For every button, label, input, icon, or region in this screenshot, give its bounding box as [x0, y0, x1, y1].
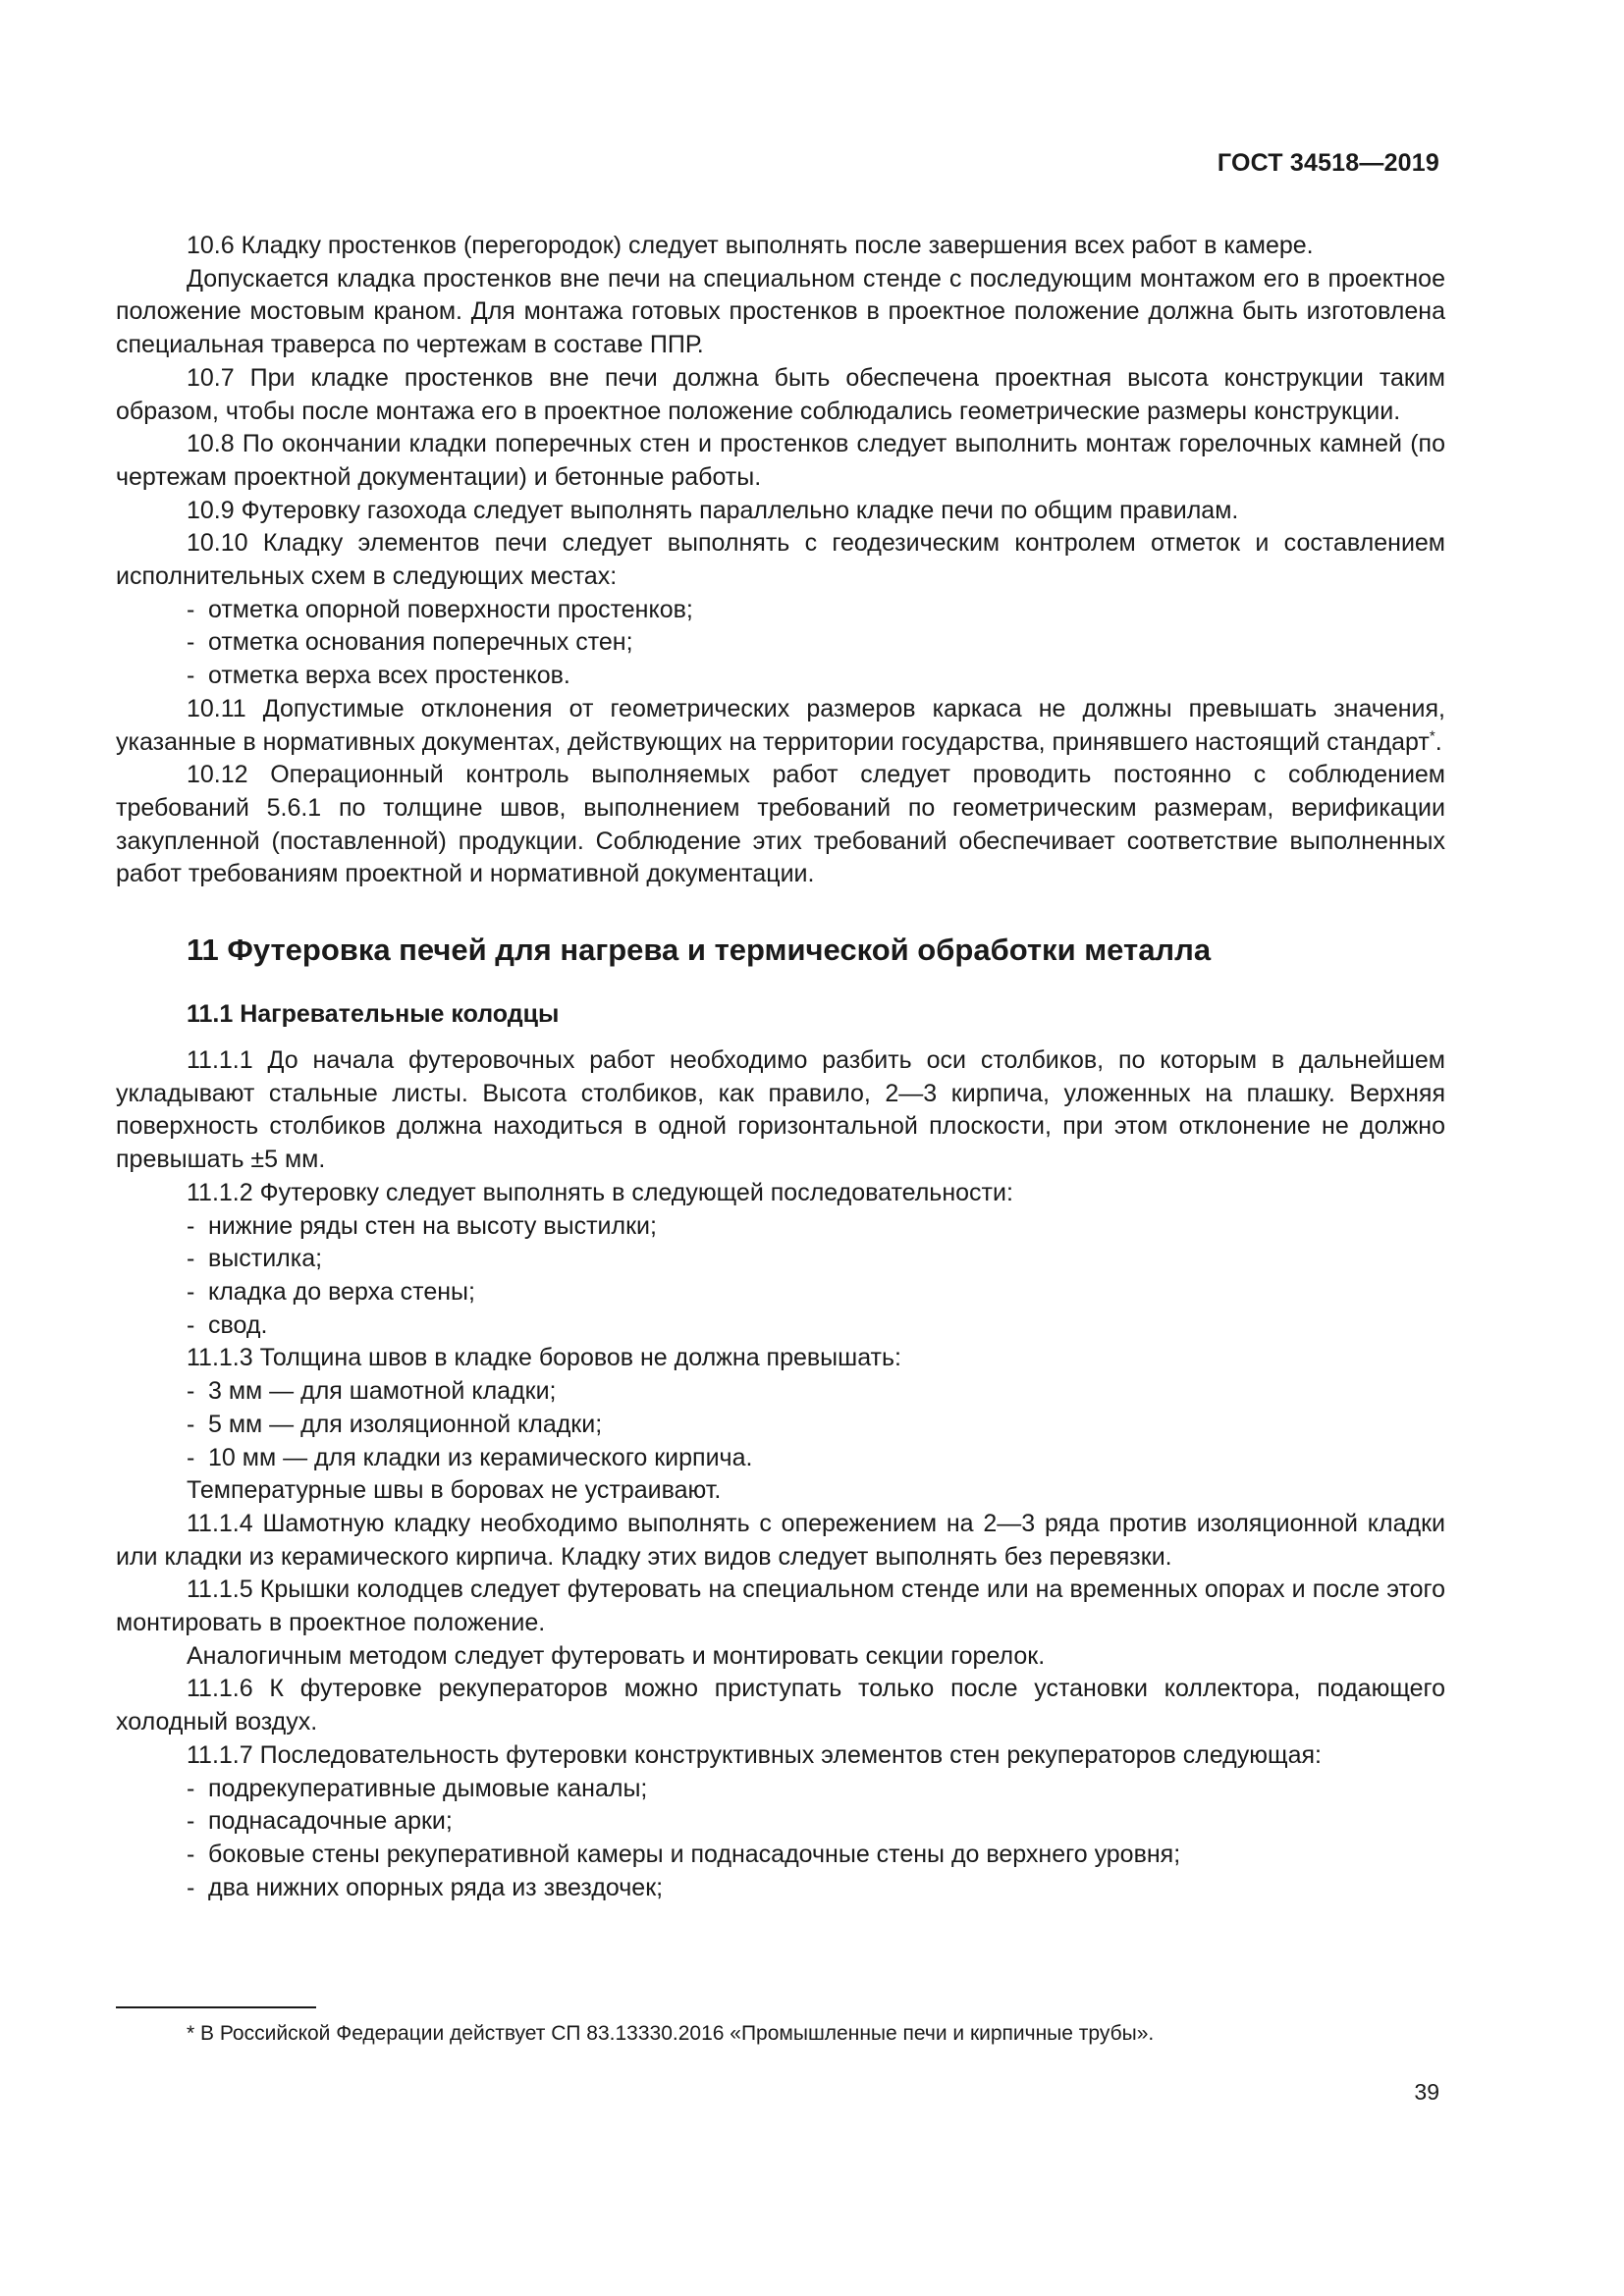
footnote: * В Российской Федерации действует СП 83.13330.2016 «Промышленные печи и кирпичные трубы». [187, 2022, 1155, 2045]
list-item [116, 594, 1445, 627]
list-item [116, 1872, 1445, 1905]
list-dash: - [187, 1377, 195, 1406]
footnote-reference: * [1429, 727, 1435, 745]
paragraph-10-11-text: 10.11 Допустимые отклонения от геометрических размеров каркаса не должны превышать значения, указанные в нормативных документах, действующих на территории государства, принявшего настоящий стандарт [116, 694, 1445, 756]
list-dash: - [187, 1277, 195, 1306]
list-dash: - [187, 1410, 195, 1438]
paragraph-11-1-3-note: Температурные швы в боровах не устраивают. [187, 1476, 722, 1505]
paragraph-11-1-4: 11.1.4 Шамотную кладку необходимо выполнять с опережением на 2—3 ряда против изоляционной кладки или кладки из керамического кирпича. Кладку этих видов следует выполнять без перевязки. [116, 1509, 1445, 1571]
list-dash: - [187, 628, 195, 657]
list-item-text: поднасадочные арки; [208, 1807, 453, 1836]
list-item-text: 5 мм — для изоляционной кладки; [208, 1410, 603, 1438]
list-dash: - [187, 1211, 195, 1240]
list-item-text: два нижних опорных ряда из звездочек; [208, 1873, 664, 1901]
list-item [116, 1409, 1445, 1442]
paragraph-11-1-5-note: Аналогичным методом следует футеровать и монтировать секции горелок. [187, 1641, 1046, 1670]
list-item [116, 1442, 1445, 1475]
list-item-text: отметка верха всех простенков. [208, 662, 570, 690]
paragraph-10-8: 10.8 По окончании кладки поперечных стен и простенков следует выполнить монтаж горелочных камней (по чертежам проектной документации) и бетонные работы. [116, 430, 1445, 491]
standard-designation: ГОСТ 34518—2019 [1217, 149, 1439, 177]
paragraph-11-1-5: 11.1.5 Крышки колодцев следует футеровать на специальном стенде или на временных опорах и после этого монтировать в проектное положение. [116, 1575, 1445, 1637]
list-item-text: 3 мм — для шамотной кладки; [208, 1377, 557, 1406]
paragraph-10-9: 10.9 Футеровку газохода следует выполнять параллельно кладке печи по общим правилам. [187, 496, 1239, 524]
list-dash: - [187, 1443, 195, 1471]
paragraph-11-1-2: 11.1.2 Футеровку следует выполнять в следующей последовательности: [187, 1178, 1013, 1206]
list-dash: - [187, 1774, 195, 1802]
document-body [116, 230, 1445, 1904]
list-item [116, 1839, 1445, 1872]
list-item [116, 1243, 1445, 1276]
list-dash: - [187, 595, 195, 623]
list-item-text: выстилка; [208, 1245, 323, 1273]
list-item [116, 660, 1445, 693]
paragraph-10-7: 10.7 При кладке простенков вне печи должна быть обеспечена проектная высота конструкции таким образом, чтобы после монтажа его в проектное положение соблюдались геометрические размеры конструкции. [116, 363, 1445, 425]
paragraph-11-1-6: 11.1.6 К футеровке рекуператоров можно приступать только после установки коллектора, подающего холодный воздух. [116, 1675, 1445, 1736]
page-number: 39 [1414, 2079, 1439, 2105]
paragraph-10-12: 10.12 Операционный контроль выполняемых работ следует проводить постоянно с соблюдением требований 5.6.1 по толщине швов, выполнением требований по геометрическим размерам, верификации закупленной (поставленной) продукции. Соблюдение этих требований обеспечивает соответствие выполненных работ требованиям проектной и нормативной документации. [116, 761, 1445, 888]
section-11-heading: 11 Футеровка печей для нагрева и термической обработки металла [187, 933, 1212, 968]
list-item [116, 1773, 1445, 1806]
list-item [116, 1309, 1445, 1343]
paragraph-10-6-cont: Допускается кладка простенков вне печи на специальном стенде с последующим монтажом его в проектное положение мостовым краном. Для монтажа готовых простенков в проектное положение должна быть изготовлена специальная траверса по чертежам в составе ППР. [116, 264, 1445, 359]
list-dash: - [187, 1310, 195, 1339]
list-item [116, 1375, 1445, 1409]
list-item-text: боковые стены рекуперативной камеры и поднасадочные стены до верхнего уровня; [208, 1840, 1181, 1868]
list-item-text: отметка опорной поверхности простенков; [208, 595, 693, 623]
list-dash: - [187, 1873, 195, 1901]
paragraph-10-11 [116, 693, 1445, 759]
paragraph-10-10: 10.10 Кладку элементов печи следует выполнять с геодезическим контролем отметок и составлением исполнительных схем в следующих местах: [116, 529, 1445, 591]
list-item-text: 10 мм — для кладки из керамического кирпича. [208, 1443, 753, 1471]
list-item [116, 1805, 1445, 1839]
list-item [116, 1210, 1445, 1244]
list-item-text: отметка основания поперечных стен; [208, 628, 633, 657]
list-item-text: свод. [208, 1310, 268, 1339]
list-item [116, 1276, 1445, 1309]
paragraph-10-6: 10.6 Кладку простенков (перегородок) следует выполнять после завершения всех работ в камере. [187, 232, 1314, 259]
paragraph-11-1-1: 11.1.1 До начала футеровочных работ необходимо разбить оси столбиков, по которым в дальнейшем укладывают стальные листы. Высота столбиков, как правило, 2—3 кирпича, уложенных на плашку. Верхняя поверхность столбиков должна находиться в одной горизонтальной плоскости, при этом отклонение не должно превышать ±5 мм. [116, 1046, 1445, 1174]
list-item-text: нижние ряды стен на высоту выстилки; [208, 1211, 657, 1240]
list-dash: - [187, 1807, 195, 1836]
list-item-text: подрекуперативные дымовые каналы; [208, 1774, 648, 1802]
list-item-text: кладка до верха стены; [208, 1277, 475, 1306]
paragraph-11-1-3: 11.1.3 Толщина швов в кладке боровов не должна превышать: [187, 1344, 901, 1372]
list-dash: - [187, 662, 195, 690]
paragraph-11-1-7: 11.1.7 Последовательность футеровки конструктивных элементов стен рекуператоров следующая: [187, 1740, 1322, 1769]
footnote-separator [116, 2006, 316, 2008]
paragraph-10-11-end: . [1435, 727, 1442, 756]
list-dash: - [187, 1245, 195, 1273]
list-dash: - [187, 1840, 195, 1868]
list-item [116, 626, 1445, 660]
subsection-11-1-heading: 11.1 Нагревательные колодцы [187, 1000, 560, 1029]
